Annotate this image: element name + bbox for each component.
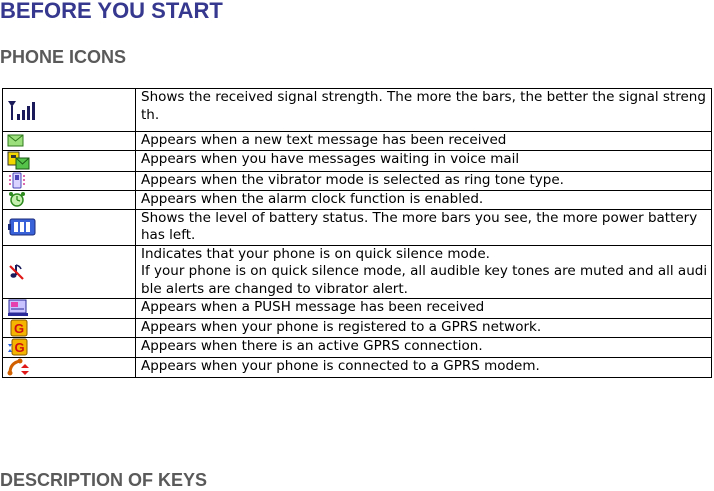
row-desc: Appears when a new text message has been received [136,132,712,151]
table-row [3,318,712,338]
push-message-icon [7,299,29,317]
row-desc: Appears when your phone is registered to a GPRS network. [136,318,712,338]
table-row [3,171,712,190]
row-desc: Shows the level of battery status. The more bars you see, the more power battery has left. [136,209,712,245]
gprs-active-icon [7,338,29,356]
table-row [3,150,712,171]
row-desc: Appears when there is an active GPRS connection. [136,338,712,358]
svg-text:G: G [13,320,25,336]
table-row [3,299,712,319]
table-row [3,190,712,209]
row-desc-detail: If your phone is on quick silence mode, all audible key tones are muted and all audible alerts are changed to vibrator alert. [141,263,708,297]
row-desc: Appears when your phone is connected to a GPRS modem. [136,357,712,377]
phone-icons-table [2,88,712,378]
row-desc: Shows the received signal strength. The more the bars, the better the signal strength. [136,89,712,132]
row-desc: Appears when a PUSH message has been received [136,299,712,319]
quick-silence-icon [7,262,27,282]
gprs-modem-icon [7,358,31,377]
row-desc: Indicates that your phone is on quick silence mode. [141,245,490,262]
new-message-icon [7,133,25,148]
row-desc: Appears when the vibrator mode is selected as ring tone type. [136,171,712,190]
table-row [3,357,712,377]
table-row [3,132,712,151]
signal-strength-icon [7,99,39,121]
section-heading-phone-icons: PHONE ICONS [0,47,127,67]
table-row [3,245,712,299]
row-desc: Appears when you have messages waiting in voice mail [136,150,712,171]
svg-text:G: G [14,340,25,355]
alarm-clock-icon [7,191,27,208]
row-desc: Appears when the alarm clock function is enabled. [136,190,712,209]
vibrator-mode-icon [7,172,27,189]
voice-mail-icon [7,151,31,171]
section-heading-description-of-keys: DESCRIPTION OF KEYS [0,470,208,490]
gprs-registered-icon [7,319,29,337]
table-row [3,209,712,245]
battery-icon [7,217,37,237]
table-row [3,338,712,358]
page-title: BEFORE YOU START [0,0,223,23]
table-row [3,89,712,132]
